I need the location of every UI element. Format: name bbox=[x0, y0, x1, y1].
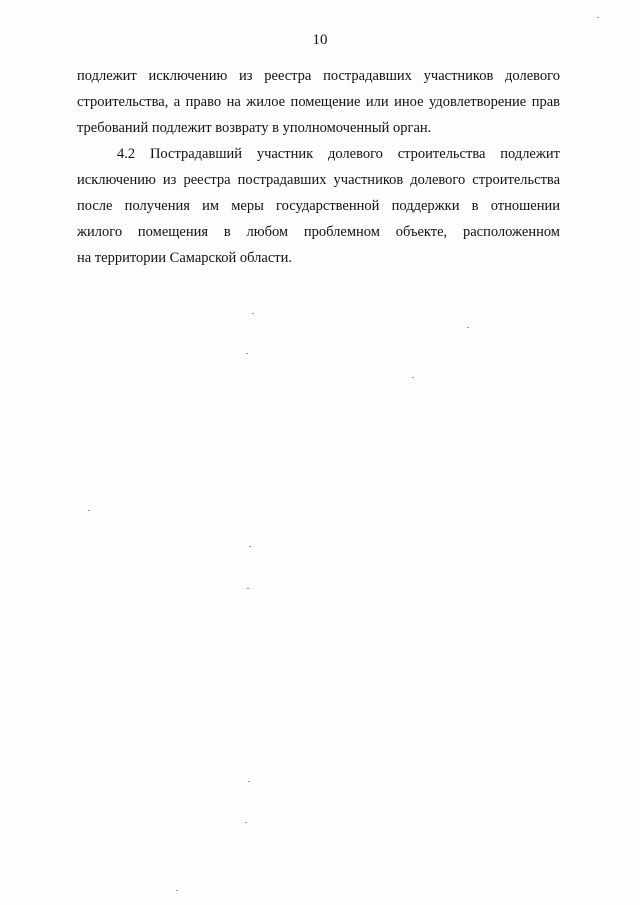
paragraph-continued bbox=[77, 63, 560, 141]
scan-speck bbox=[176, 890, 178, 891]
paragraph-line: на территории Самарской области. bbox=[77, 250, 292, 266]
scan-speck bbox=[467, 327, 469, 328]
paragraph-line: исключению из реестра пострадавших участников долевого строительства bbox=[77, 172, 560, 188]
scan-speck bbox=[412, 377, 414, 378]
scan-speck bbox=[245, 822, 247, 823]
scan-speck bbox=[252, 313, 254, 314]
paragraph-line: 4.2 Пострадавший участник долевого строительства подлежит bbox=[117, 146, 560, 162]
paragraph-line: строительства, а право на жилое помещение или иное удовлетворение прав bbox=[77, 94, 560, 110]
scan-speck bbox=[88, 510, 90, 511]
paragraph-line: требований подлежит возврату в уполномоченный орган. bbox=[77, 120, 432, 136]
page-number: 10 bbox=[312, 32, 328, 48]
scan-speck bbox=[249, 546, 251, 547]
paragraph-line: после получения им меры государственной поддержки в отношении bbox=[77, 198, 560, 214]
paragraph-line: подлежит исключению из реестра пострадавших участников долевого bbox=[77, 68, 560, 84]
scan-speck bbox=[597, 17, 599, 18]
paragraph-4-2 bbox=[77, 141, 560, 271]
scan-speck bbox=[246, 353, 248, 354]
scan-speck bbox=[247, 588, 249, 589]
scan-speck bbox=[248, 781, 250, 782]
paragraph-line: жилого помещения в любом проблемном объекте, расположенном bbox=[77, 224, 560, 240]
